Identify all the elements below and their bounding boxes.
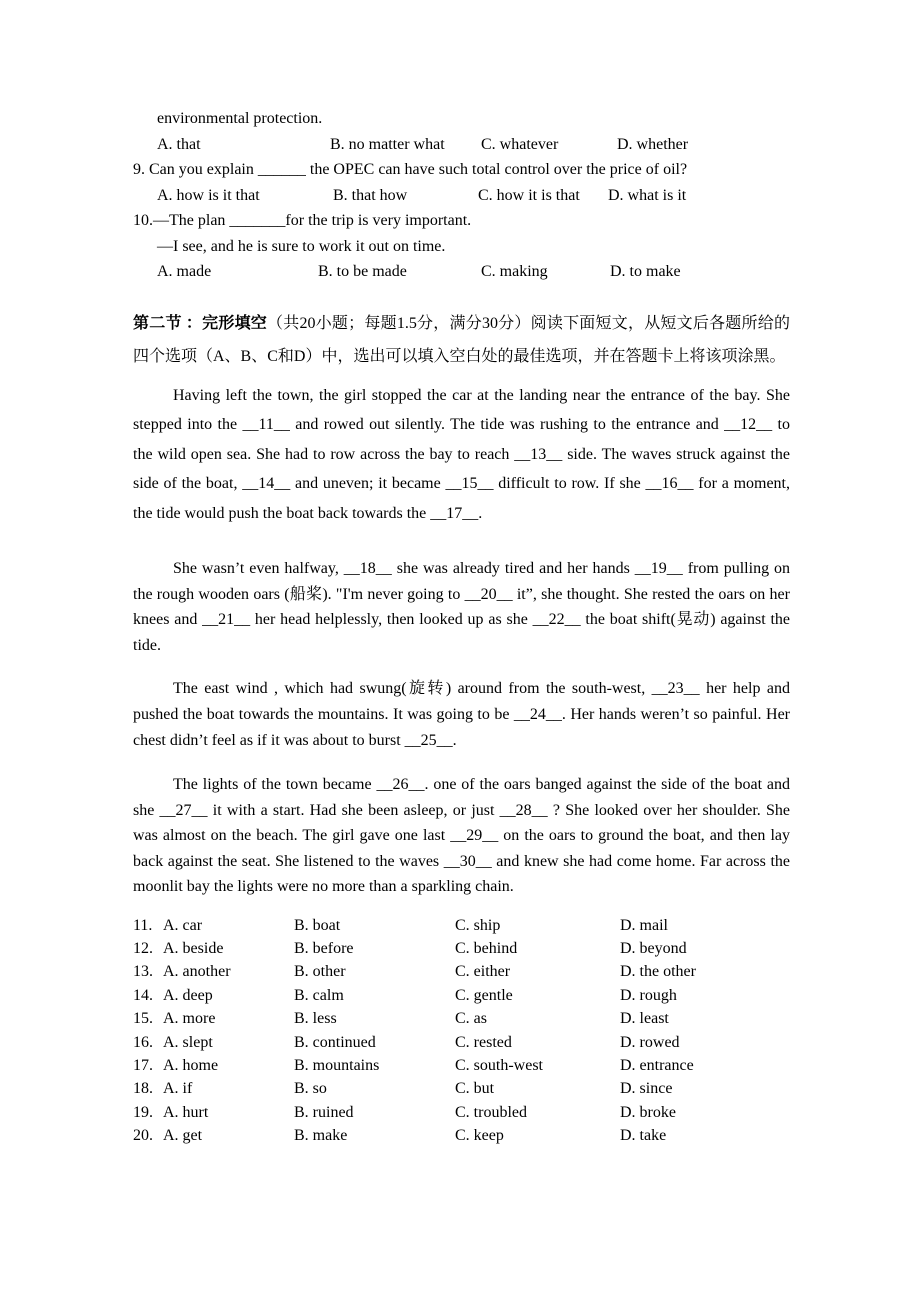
option-d: D. the other [620, 963, 696, 981]
question-number: 15. [133, 1010, 153, 1028]
option-b: B. continued [294, 1033, 376, 1051]
question-10-reply: —I see, and he is sure to work it out on time. [157, 237, 446, 255]
option-c: C. keep [455, 1127, 504, 1145]
option-d: D. since [620, 1080, 673, 1098]
option-d: D. mail [620, 916, 668, 934]
option-d: D. beyond [620, 939, 687, 957]
question-9-stem: 9. Can you explain ______ the OPEC can have such total control over the price of oil? [133, 161, 688, 178]
question-10-option-c: C. making [481, 263, 548, 280]
option-a: A. another [163, 963, 231, 981]
option-b: B. mountains [294, 1056, 380, 1074]
question-10-option-a: A. made [157, 263, 212, 280]
option-b: B. before [294, 939, 354, 957]
option-a: A. more [163, 1010, 216, 1028]
passage-paragraph-2: She wasn’t even halfway, __18__ she was already tired and her hands __19__ from pulling on the rough wooden oars (船桨). "I'm never going to __20__ it”, she thought. She rested the oars on her knees and __21__ her head helplessly, then looked up as she __22__ the boat shift(晃动) against the tide. [133, 560, 790, 654]
option-c: C. as [455, 1010, 487, 1028]
question-10-options [133, 259, 790, 285]
option-d: D. least [620, 1010, 669, 1028]
cloze-option-row-14 [133, 984, 790, 1007]
option-c: C. either [455, 963, 511, 981]
question-number: 12. [133, 939, 153, 957]
question-number: 14. [133, 986, 153, 1004]
option-b: B. calm [294, 986, 344, 1004]
question-number: 20. [133, 1127, 153, 1145]
question-number: 18. [133, 1080, 153, 1098]
question-8-stem-fragment: environmental protection. [157, 110, 323, 127]
option-d: D. broke [620, 1103, 676, 1121]
question-8-option-b: B. no matter what [330, 135, 445, 153]
option-d: D. take [620, 1127, 667, 1145]
cloze-option-row-20 [133, 1124, 790, 1147]
question-number: 19. [133, 1103, 153, 1121]
option-a: A. home [163, 1056, 219, 1074]
question-10-option-d: D. to make [610, 263, 681, 280]
grammar-questions-section [133, 106, 790, 285]
cloze-option-row-15 [133, 1007, 790, 1030]
passage-paragraph-4: The lights of the town became __26__. one of the oars banged against the side of the boat and she __27__ it with a start. Had she been asleep, or just __28__ ? She looked over her shoulder. She was almost on the beach. The girl gave one last __29__ on the oars to ground the boat, and then lay back against the seat. She listened to the waves __30__ and knew she had come home. Far across the moonlit bay the lights were no more than a sparkling chain. [133, 776, 790, 895]
question-9-option-c: C. how it is that [478, 186, 580, 204]
cloze-section-instructions: （共20小题；每题1.5分，满分30分）阅读下面短文，从短文后各题所给的四个选项（A、B、C和D）中，选出可以填入空白处的最佳选项，并在答题卡上将该项涂黑。 [133, 314, 790, 365]
question-10-stem: 10.—The plan _______for the trip is very important. [133, 212, 472, 229]
question-9-option-d: D. what is it [608, 186, 687, 204]
option-a: A. beside [163, 939, 224, 957]
question-8-option-c: C. whatever [481, 135, 559, 153]
cloze-option-row-19 [133, 1101, 790, 1124]
cloze-section-header [133, 307, 790, 373]
option-b: B. less [294, 1010, 337, 1028]
question-8-option-a: A. that [157, 135, 201, 153]
question-8-options [133, 132, 790, 158]
cloze-option-row-18 [133, 1077, 790, 1100]
question-number: 17. [133, 1056, 153, 1074]
option-c: C. behind [455, 939, 518, 957]
option-c: C. but [455, 1080, 495, 1098]
passage-paragraph-1: Having left the town, the girl stopped the car at the landing near the entrance of the bay. She stepped into the __11__ and rowed out silently. The tide was rushing to the entrance and __12__ to the wild open sea. She had to row across the bay to reach __13__ side. The waves struck against the side of the boat, __14__ and uneven; it became __15__ difficult to row. If she __16__ for a moment, the tide would push the boat back towards the __17__. [133, 386, 790, 522]
option-d: D. rowed [620, 1033, 680, 1051]
option-c: C. ship [455, 916, 501, 934]
question-9-options [133, 183, 790, 209]
option-b: B. make [294, 1127, 348, 1145]
option-a: A. if [163, 1080, 193, 1098]
cloze-passage [133, 381, 790, 900]
option-a: A. get [163, 1127, 203, 1145]
option-b: B. ruined [294, 1103, 354, 1121]
option-d: D. rough [620, 986, 677, 1004]
cloze-section-title: 第二节 ：完形填空 [133, 314, 268, 332]
cloze-option-row-13 [133, 960, 790, 983]
option-b: B. boat [294, 916, 341, 934]
question-9-option-a: A. how is it that [157, 186, 260, 204]
cloze-option-row-16 [133, 1031, 790, 1054]
option-c: C. south-west [455, 1056, 543, 1074]
option-a: A. slept [163, 1033, 213, 1051]
option-a: A. hurt [163, 1103, 209, 1121]
option-c: C. troubled [455, 1103, 527, 1121]
cloze-options-list [133, 914, 790, 1148]
question-9-option-b: B. that how [333, 186, 408, 204]
option-a: A. deep [163, 986, 213, 1004]
question-number: 16. [133, 1033, 153, 1051]
cloze-option-row-17 [133, 1054, 790, 1077]
option-b: B. other [294, 963, 346, 981]
option-b: B. so [294, 1080, 327, 1098]
question-number: 13. [133, 963, 153, 981]
passage-paragraph-3: The east wind , which had swung(旋转) around from the south-west, __23__ her help and pushed the boat towards the mountains. It was going to be __24__. Her hands weren’t so painful. Her chest didn’t feel as if it was about to burst __25__. [133, 680, 790, 749]
question-8-option-d: D. whether [617, 135, 689, 153]
option-c: C. rested [455, 1033, 512, 1051]
cloze-option-row-11 [133, 914, 790, 937]
question-10-option-b: B. to be made [318, 263, 407, 280]
option-d: D. entrance [620, 1056, 694, 1074]
option-a: A. car [163, 916, 203, 934]
question-number: 11. [133, 916, 153, 934]
cloze-option-row-12 [133, 937, 790, 960]
option-c: C. gentle [455, 986, 513, 1004]
